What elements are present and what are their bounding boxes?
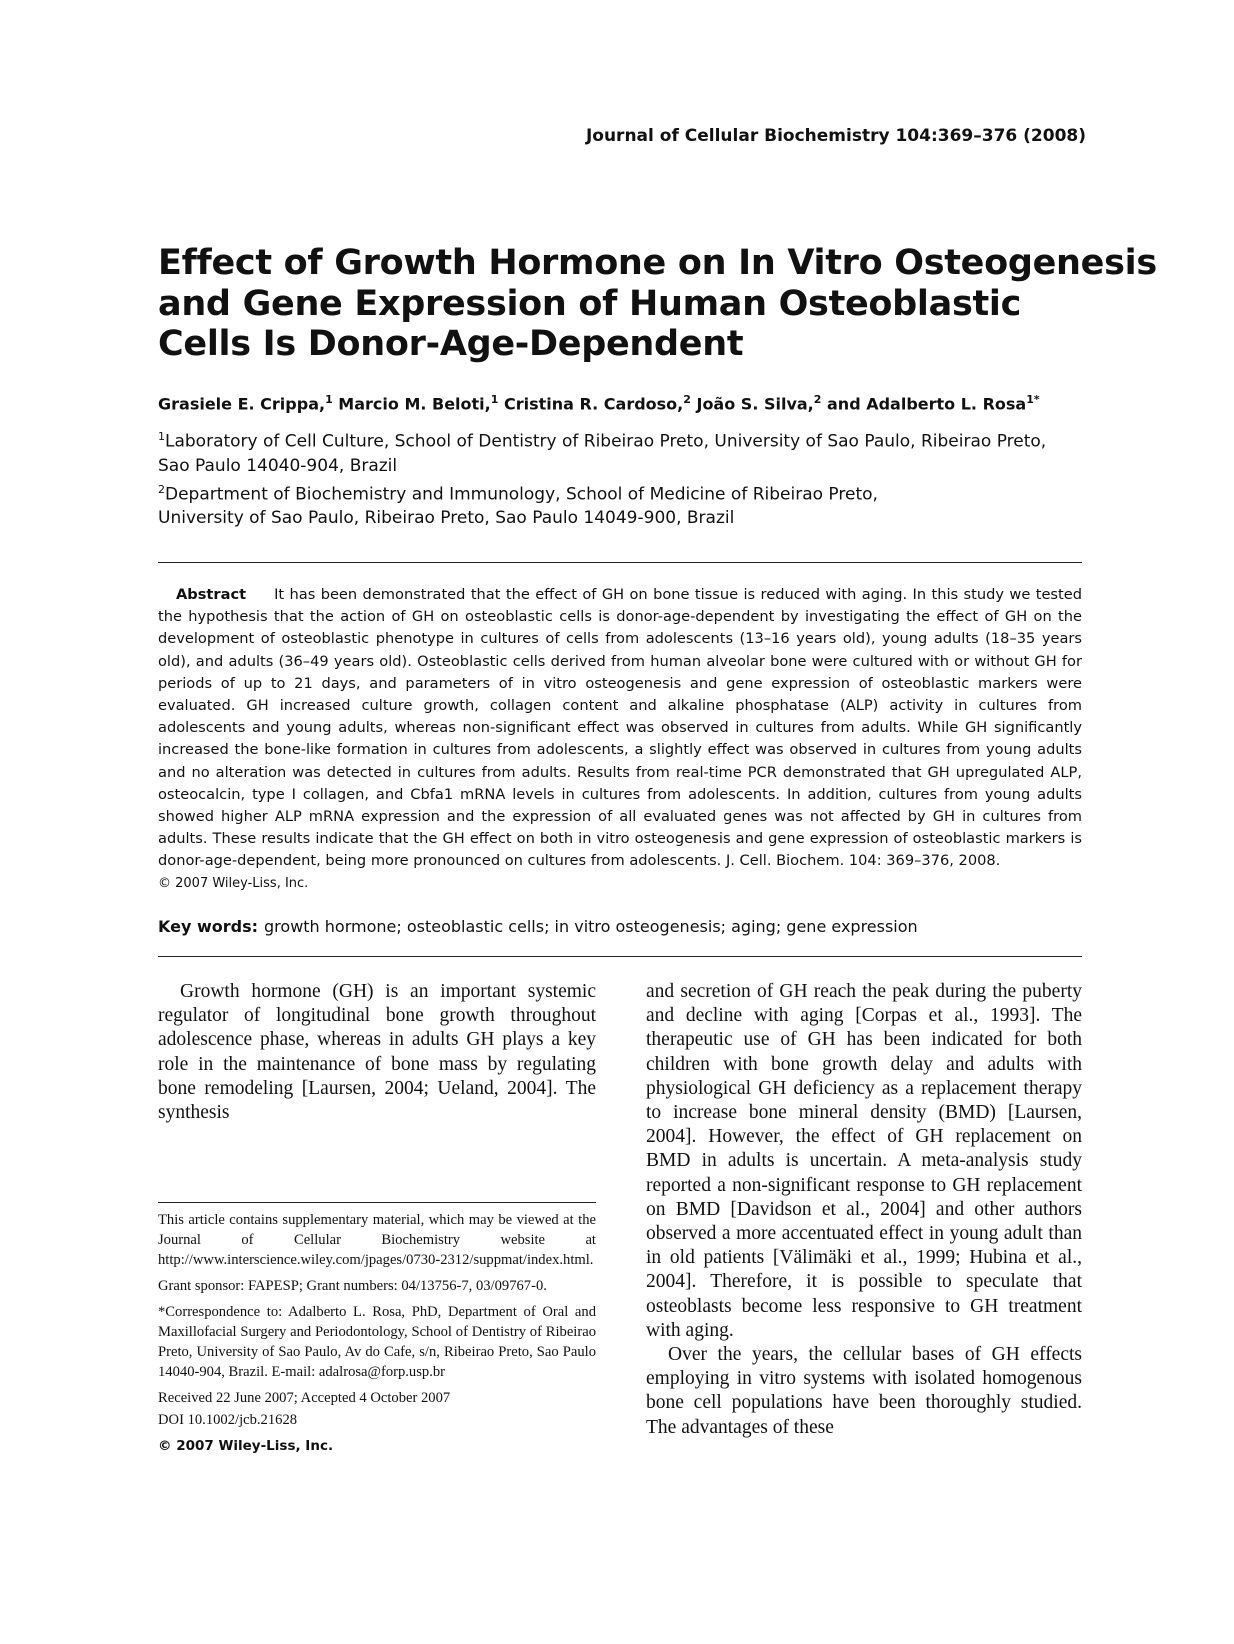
author-name: João S. Silva, [696,394,814,414]
body-column-left [158,980,596,1125]
abstract-copyright: © 2007 Wiley-Liss, Inc. [158,876,309,891]
author-affil-mark: 1 [490,393,499,406]
affiliation-line: Laboratory of Cell Culture, School of Dentistry of Ribeirao Preto, University of Sao Paulo, Ribeirao Preto, [165,431,1047,452]
author-affil-mark: 2 [813,393,822,406]
footnote-divider [158,1202,596,1203]
author-list [158,393,1040,413]
author-affil-mark: 2 [683,393,691,406]
footnotes [158,1210,596,1462]
divider [158,956,1082,957]
footnote-received: Received 22 June 2007; Accepted 4 October 2007 [158,1390,451,1406]
footnote-grant: Grant sponsor: FAPESP; Grant numbers: 04/13756-7, 03/09767-0. [158,1278,547,1294]
body-paragraph: and secretion of GH reach the peak during the puberty and decline with aging [Corpas et al., 1993]. The therapeutic use of GH has been indicated for both children with bone growth delay and adults with physiological GH deficiency as a replacement therapy to increase bone mineral density (BMD) [Laursen, 2004]. However, the effect of GH replacement on BMD in adults is uncertain. A meta-analysis study reported a non-significant response to GH replacement on BMD [Davidson et al., 2004] and other authors observed a more accentuated effect in young adult than in old patients [Välimäki et al., 1999; Hubina et al., 2004]. Therefore, it is possible to speculate that osteoblasts become less responsive to GH treatment with aging. [646,981,1082,1341]
body-column-right [646,980,1082,1440]
author-affil-mark: 1* [1026,393,1040,406]
article-title [158,243,1157,365]
author-name: Marcio M. Beloti, [338,394,491,414]
title-line: Effect of Growth Hormone on In Vitro Osteogenesis [158,243,1157,283]
divider [158,562,1082,563]
affiliation-mark: 1 [158,430,165,443]
journal-citation: Journal of Cellular Biochemistry 104:369–376 (2008) [585,126,1086,146]
author-affil-mark: 1 [325,393,333,406]
keywords [158,917,918,936]
affiliation-line: Department of Biochemistry and Immunology, School of Medicine of Ribeirao Preto, [165,484,878,505]
author-name: Grasiele E. Crippa, [158,394,326,414]
keywords-label: Key words: [158,917,259,936]
affiliation [158,425,1078,454]
footnote-correspondence: *Correspondence to: Adalberto L. Rosa, PhD, Department of Oral and Maxillofacial Surgery and Periodontology, School of Dentistry of Ribeirao Preto, University of Sao Paulo, Av do Cafe, s/n, Ribeirao Preto, Sao Paulo 14040-904, Brazil. E-mail: adalrosa@forp.usp.br [158,1304,596,1380]
affiliations [158,425,1078,530]
affiliation-line: University of Sao Paulo, Ribeirao Preto, Sao Paulo 14049-900, Brazil [158,508,735,529]
affiliation-line: Sao Paulo 14040-904, Brazil [158,455,398,476]
abstract-text: It has been demonstrated that the effect of GH on bone tissue is reduced with aging. In this study we tested the hypothesis that the action of GH on osteoblastic cells is donor-age-dependent by investigating the effect of GH on the development of osteoblastic phenotype in cultures of cells from adolescents (13–16 years old), young adults (18–35 years old), and adults (36–49 years old). Osteoblastic cells derived from human alveolar bone were cultured with or without GH for periods of up to 21 days, and parameters of in vitro osteogenesis and gene expression of osteoblastic markers were evaluated. GH increased culture growth, collagen content and alkaline phosphatase (ALP) activity in cultures from adolescents and young adults, whereas non-significant effect was observed in cultures from adults. While GH significantly increased the bone-like formation in cultures from adolescents, a slightly effect was observed in cultures from young adults and no alteration was detected in cultures from adults. Results from real-time PCR demonstrated that GH upregulated ALP, osteocalcin, type I collagen, and Cbfa1 mRNA levels in cultures from adolescents. In addition, cultures from young adults showed higher ALP mRNA expression and the expression of all evaluated genes was not affected by GH in cultures from adults. These results indicate that the GH effect on both in vitro osteogenesis and gene expression of osteoblastic markers is donor-age-dependent, being more pronounced on cultures from adolescents. J. Cell. Biochem. 104: 369–376, 2008. [158,586,1082,870]
author-name: Cristina R. Cardoso, [503,394,684,414]
abstract [158,584,1082,873]
footnote-supplementary: This article contains supplementary material, which may be viewed at the Journal of Cellular Biochemistry website at http://www.interscience.wiley.com/jpages/0730-2312/suppmat/index.html. [158,1212,596,1268]
footnote-copyright: © 2007 Wiley-Liss, Inc. [158,1438,334,1454]
affiliation [158,478,1078,507]
title-line: Cells Is Donor-Age-Dependent [158,324,744,365]
keywords-text: growth hormone; osteoblastic cells; in vitro osteogenesis; aging; gene expression [264,917,918,936]
body-paragraph: Growth hormone (GH) is an important systemic regulator of longitudinal bone growth throughout adolescence phase, whereas in adults GH plays a key role in the maintenance of bone mass by regulating bone remodeling [Laursen, 2004; Ueland, 2004]. The synthesis [158,981,596,1124]
title-line: and Gene Expression of Human Osteoblastic [158,283,1022,324]
footnote-doi: DOI 10.1002/jcb.21628 [158,1412,298,1428]
abstract-label: Abstract [176,586,247,603]
author-name: and Adalberto L. Rosa [827,394,1027,414]
body-paragraph: Over the years, the cellular bases of GH effects employing in vitro systems with isolated homogenous bone cell populations have been thoroughly studied. The advantages of these [646,1344,1082,1438]
affiliation-mark: 2 [158,482,165,496]
